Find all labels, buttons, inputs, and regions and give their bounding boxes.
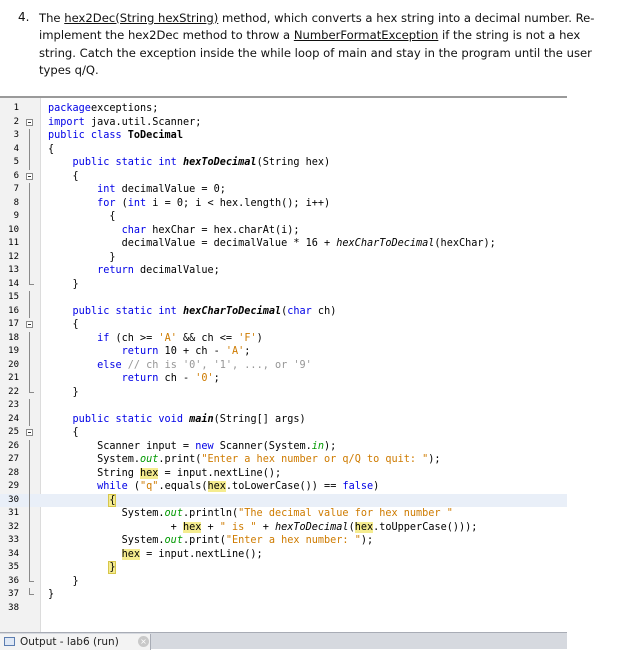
fold-guide (29, 507, 30, 521)
close-icon[interactable]: × (138, 636, 149, 647)
code-token (48, 225, 122, 236)
code-token: hexChar = hex.charAt(i); (146, 224, 300, 236)
code-line[interactable] (0, 507, 567, 521)
code-token: } (48, 589, 55, 600)
code-token: .print( (182, 535, 226, 546)
line-number: 3 (13, 130, 19, 140)
code-token: String (48, 467, 141, 479)
output-window-icon (4, 637, 15, 646)
code-token: + (48, 521, 183, 533)
code-token: 10 + ch - (158, 346, 226, 357)
code-line[interactable] (0, 210, 567, 224)
code-token: } (48, 386, 79, 398)
code-token: .toUpperCase())); (373, 521, 478, 533)
line-number: 4 (13, 143, 19, 154)
fold-guide (29, 210, 30, 224)
code-text (48, 359, 312, 373)
code-token: public class (48, 130, 122, 141)
code-token: "The decimal value for hex number " (238, 508, 453, 519)
code-text (48, 210, 115, 224)
code-text (48, 318, 79, 332)
fold-toggle-icon[interactable] (26, 173, 33, 180)
code-token: 'A' (225, 346, 245, 357)
question-text-segment: if the string is not a hex string. Catch the exception inside the while loop of main and stay in the program until the user types q/Q. (39, 28, 592, 78)
line-number: 14 (8, 278, 19, 289)
code-token: import (48, 116, 85, 128)
code-token: exceptions; (90, 103, 159, 114)
fold-guide (29, 183, 30, 197)
code-token: .toLowerCase()) == (225, 481, 343, 492)
code-token: '0' (195, 373, 214, 384)
code-line[interactable] (0, 156, 567, 170)
line-number: 29 (8, 481, 19, 491)
line-number: 18 (8, 332, 19, 343)
line-number: 33 (8, 535, 19, 545)
code-token: false (342, 481, 374, 492)
code-token (48, 495, 109, 506)
code-text (48, 413, 306, 427)
fold-guide (29, 399, 30, 413)
line-number: 13 (8, 265, 19, 275)
code-token: main (189, 413, 214, 425)
code-text (48, 264, 220, 278)
code-text (48, 548, 263, 562)
code-token: decimalValue; (133, 265, 220, 276)
code-token: System. (48, 535, 165, 546)
code-token: ); (360, 535, 374, 546)
question-text (39, 10, 614, 80)
code-token: (String hex) (256, 157, 331, 168)
code-token: return (121, 373, 159, 384)
code-line[interactable] (0, 453, 567, 467)
code-token: Scanner(System. (213, 440, 312, 452)
code-text (48, 561, 115, 575)
code-token: ( (348, 521, 355, 533)
code-token: ToDecimal (127, 130, 183, 141)
line-number: 28 (8, 467, 19, 478)
code-token: char (287, 305, 312, 317)
code-token: } (48, 251, 116, 263)
code-token: 'F' (238, 332, 257, 344)
code-token: { (48, 427, 79, 438)
code-text (48, 116, 201, 130)
code-token: "Enter a hex number or q/Q to quit: " (201, 454, 429, 465)
fold-guide (29, 305, 30, 319)
code-line[interactable] (0, 521, 567, 535)
code-text (48, 372, 220, 386)
code-token: } (109, 562, 116, 573)
underlined-term: hex2Dec(String hexString) (64, 11, 219, 25)
code-line[interactable] (0, 305, 567, 319)
line-number: 34 (8, 548, 19, 559)
line-number: 35 (8, 562, 19, 572)
code-token: + (201, 521, 220, 533)
code-token: .equals( (158, 481, 208, 492)
code-token: i = 0; i < hex.length(); i++) (146, 197, 331, 209)
line-number: 25 (8, 427, 19, 437)
code-token: decimalValue = decimalValue * 16 + (48, 238, 337, 249)
code-text (48, 143, 54, 157)
code-token: .println( (182, 508, 239, 519)
code-token: ; (244, 346, 251, 357)
code-text (48, 575, 79, 589)
fold-guide (29, 494, 30, 508)
fold-guide (29, 534, 30, 548)
line-number: 15 (8, 292, 19, 302)
fold-guide (29, 548, 30, 562)
underlined-term: NumberFormatException (293, 28, 439, 43)
code-token (48, 360, 97, 371)
code-text (48, 237, 496, 251)
code-token: int (97, 184, 116, 195)
code-text (48, 170, 79, 184)
code-line[interactable] (0, 278, 567, 292)
code-token: .print( (158, 454, 202, 465)
code-token: System. (48, 508, 165, 519)
fold-guide (29, 359, 30, 373)
code-text (48, 102, 158, 116)
code-token: { (48, 319, 79, 330)
line-number: 6 (13, 170, 19, 181)
line-number: 22 (8, 386, 19, 397)
code-line[interactable] (0, 561, 567, 575)
code-token: ); (428, 454, 441, 465)
code-token (48, 346, 122, 357)
fold-guide (29, 467, 30, 481)
code-text (48, 305, 336, 319)
output-tab-label: Output - lab6 (run) (20, 636, 119, 648)
code-token (48, 481, 97, 492)
line-number: 10 (8, 224, 19, 235)
code-line[interactable] (0, 359, 567, 373)
line-number: 11 (8, 238, 19, 248)
code-text (48, 521, 477, 535)
code-token: hexCharToDecimal (182, 305, 282, 317)
code-token (48, 265, 97, 276)
fold-guide (29, 264, 30, 278)
code-token: public static void (72, 413, 183, 425)
code-line[interactable] (0, 426, 567, 440)
fold-guide (29, 440, 30, 454)
code-line[interactable] (0, 332, 567, 346)
code-token: ( (115, 197, 128, 209)
code-token: } (48, 575, 79, 587)
code-editor[interactable] (0, 96, 567, 632)
code-token: public static int (72, 157, 177, 168)
code-line[interactable] (0, 588, 567, 602)
code-line[interactable] (0, 386, 567, 400)
fold-guide (29, 372, 30, 386)
code-token: out (164, 535, 183, 546)
code-token: char (121, 224, 147, 236)
code-token: int (127, 197, 147, 209)
code-line[interactable] (0, 197, 567, 211)
line-number: 36 (8, 575, 19, 586)
code-text (48, 494, 115, 508)
line-number: 5 (13, 157, 19, 167)
code-token: ) (256, 332, 263, 344)
code-text (48, 278, 79, 292)
code-line[interactable] (0, 264, 567, 278)
code-token: hexToDecimal (182, 157, 257, 168)
fold-toggle-icon[interactable] (26, 429, 33, 436)
code-line[interactable] (0, 399, 567, 413)
code-token: + (256, 521, 275, 533)
code-token: out (164, 508, 183, 519)
code-text (48, 507, 453, 521)
bottom-tab-bar (0, 632, 567, 649)
line-number: 9 (13, 211, 19, 221)
code-line[interactable] (0, 467, 567, 481)
code-token: "q" (140, 481, 159, 492)
fold-guide (29, 480, 30, 494)
code-line[interactable] (0, 237, 567, 251)
code-token: hex (121, 548, 141, 560)
code-line[interactable] (0, 318, 567, 332)
code-token: ( (127, 481, 141, 492)
code-token: (String[] args) (213, 413, 306, 425)
code-line[interactable] (0, 170, 567, 184)
fold-guide (29, 291, 30, 305)
code-token: hexToDecimal (274, 521, 349, 533)
code-token: { (48, 211, 116, 222)
line-number: 30 (8, 494, 19, 505)
line-number: 1 (13, 103, 19, 113)
code-token: while (97, 481, 128, 492)
code-token (48, 157, 73, 168)
code-line[interactable] (0, 494, 567, 508)
fold-end-marker (29, 575, 34, 582)
code-token: decimalValue = 0; (115, 184, 226, 195)
code-line[interactable] (0, 440, 567, 454)
code-token: hex (207, 481, 226, 492)
code-token: "Enter a hex number: " (225, 535, 361, 546)
code-text (48, 440, 336, 454)
fold-toggle-icon[interactable] (26, 119, 33, 126)
code-text (48, 332, 263, 346)
fold-guide (29, 453, 30, 467)
code-line[interactable] (0, 129, 567, 143)
code-token (48, 562, 109, 573)
code-token: } (48, 278, 79, 290)
code-text (48, 224, 300, 238)
code-token: ch) (311, 305, 337, 317)
code-line[interactable] (0, 413, 567, 427)
line-number: 24 (8, 413, 19, 424)
line-number: 38 (8, 602, 19, 613)
fold-end-marker (29, 588, 34, 595)
fold-toggle-icon[interactable] (26, 321, 33, 328)
code-token: hex (354, 521, 374, 533)
code-text (48, 129, 183, 143)
code-token (48, 184, 97, 195)
code-token: ch - (158, 373, 196, 384)
code-line[interactable] (0, 291, 567, 305)
code-line[interactable] (0, 224, 567, 238)
code-token: in (311, 440, 325, 452)
code-token: for (97, 197, 116, 209)
question-block (0, 0, 624, 96)
code-token: ) (373, 481, 380, 492)
fold-guide (29, 143, 30, 157)
code-token: ; (213, 373, 220, 384)
code-line[interactable] (0, 534, 567, 548)
code-line[interactable] (0, 143, 567, 157)
line-number: 19 (8, 346, 19, 356)
code-line[interactable] (0, 602, 567, 616)
line-number: 31 (8, 508, 19, 518)
line-number: 2 (13, 116, 19, 127)
code-token (48, 373, 122, 384)
code-token (48, 414, 73, 425)
code-text (48, 251, 115, 265)
line-number: 8 (13, 197, 19, 208)
fold-guide (29, 561, 30, 575)
code-text (48, 183, 226, 197)
code-token (48, 333, 97, 344)
code-token: ( (281, 305, 288, 317)
code-token: hex (182, 521, 202, 533)
code-text (48, 480, 379, 494)
code-line[interactable] (0, 183, 567, 197)
code-text (48, 588, 54, 602)
code-token (48, 549, 122, 560)
question-text-segment: The (39, 11, 65, 25)
code-token: return (121, 346, 159, 357)
code-token: { (109, 494, 116, 506)
code-text (48, 386, 79, 400)
code-text (48, 345, 250, 359)
code-token: ); (324, 440, 337, 452)
line-number: 37 (8, 589, 19, 599)
line-number: 32 (8, 521, 19, 532)
fold-guide (29, 237, 30, 251)
code-token: " is " (219, 521, 257, 533)
line-number: 26 (8, 440, 19, 451)
question-text-segment: method, which converts a hex string into a decimal number. Re-implement the hex2Dec method to throw a (39, 11, 595, 43)
code-text (48, 453, 441, 467)
fold-guide (29, 156, 30, 170)
code-token: out (140, 454, 159, 465)
line-number: 23 (8, 400, 19, 410)
code-token: public static int (72, 305, 177, 317)
line-number: 16 (8, 305, 19, 316)
code-token: hex (140, 467, 159, 479)
code-token: && ch <= (176, 332, 239, 344)
fold-guide (29, 224, 30, 238)
fold-guide (29, 332, 30, 346)
code-token: if (97, 332, 110, 344)
code-token: 'A' (158, 332, 177, 344)
code-text (48, 534, 373, 548)
code-token: { (48, 143, 55, 155)
code-line[interactable] (0, 116, 567, 130)
fold-guide (29, 197, 30, 211)
code-token: java.util.Scanner; (84, 116, 202, 128)
code-token (48, 306, 73, 317)
code-token: (hexChar); (434, 238, 496, 249)
fold-guide (29, 521, 30, 535)
output-tab[interactable] (0, 634, 151, 650)
code-token: return (97, 265, 134, 276)
fold-guide (29, 251, 30, 265)
code-token (48, 198, 97, 209)
question-number: 4. (18, 10, 30, 24)
code-token: = input.nextLine(); (158, 467, 282, 479)
code-token: package (48, 103, 91, 114)
code-line[interactable] (0, 548, 567, 562)
code-token: new (195, 440, 214, 452)
code-token: Scanner input = (48, 440, 196, 452)
code-token: // ch is '0', '1', ..., or '9' (127, 359, 312, 371)
code-token: (ch >= (109, 332, 159, 344)
code-line[interactable] (0, 372, 567, 386)
code-line[interactable] (0, 345, 567, 359)
code-token: hexCharToDecimal (336, 238, 435, 249)
code-line[interactable] (0, 575, 567, 589)
code-text (48, 197, 330, 211)
code-area[interactable] (0, 102, 567, 615)
code-text (48, 426, 79, 440)
code-line[interactable] (0, 102, 567, 116)
line-number: 27 (8, 454, 19, 464)
line-number: 12 (8, 251, 19, 262)
line-number: 20 (8, 359, 19, 370)
code-line[interactable] (0, 480, 567, 494)
code-token: = input.nextLine(); (140, 548, 263, 560)
fold-guide (29, 345, 30, 359)
fold-end-marker (29, 278, 34, 285)
line-number: 7 (13, 184, 19, 194)
code-token: { (48, 170, 79, 182)
fold-guide (29, 413, 30, 427)
code-token: System. (48, 454, 141, 465)
line-number: 21 (8, 373, 19, 383)
code-line[interactable] (0, 251, 567, 265)
code-token: else (97, 359, 122, 371)
fold-end-marker (29, 386, 34, 393)
code-text (48, 156, 330, 170)
fold-guide (29, 129, 30, 143)
code-text (48, 467, 281, 481)
line-number: 17 (8, 319, 19, 329)
